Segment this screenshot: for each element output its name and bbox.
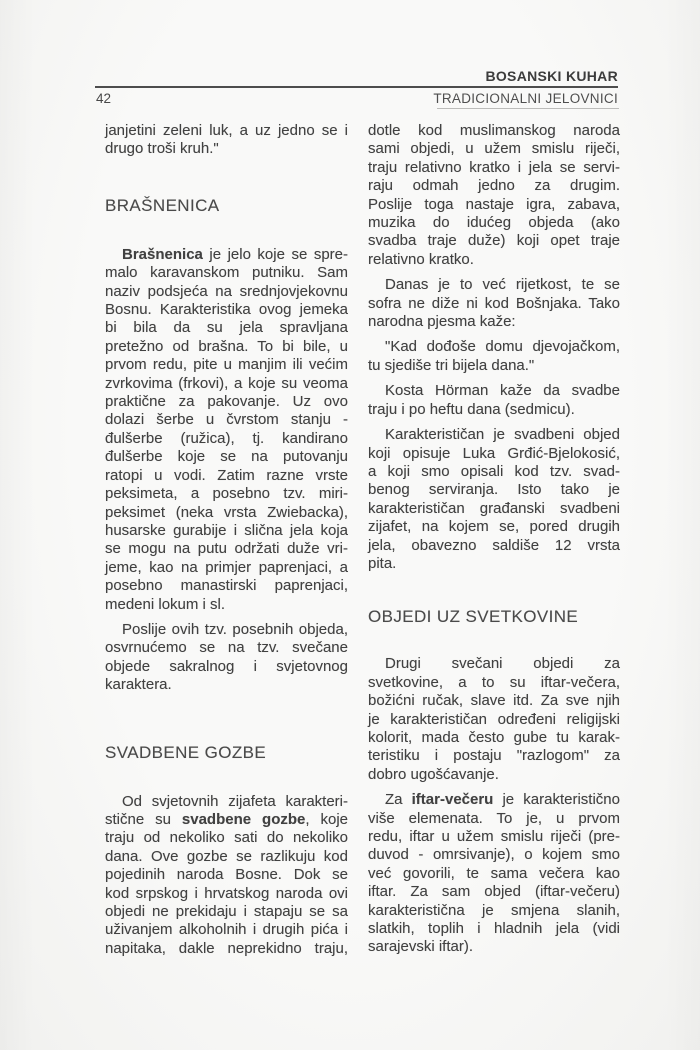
text-span: karakterističan građanski svadbeni (368, 499, 620, 517)
text-span: redu, iftar u užem smislu riječi (pre- (368, 828, 620, 845)
text-line (368, 810, 620, 828)
text-line (368, 232, 620, 250)
text-line (105, 658, 348, 676)
text-span: iftar. Za sam objed (iftar-večeru) (368, 883, 620, 901)
text-span: peksimeta, a posebno tzv. miri- (105, 485, 348, 503)
text-line (368, 846, 620, 864)
text-line (105, 885, 348, 903)
section-heading: BRAŠNENICA (105, 195, 220, 215)
subtitle-rule (437, 108, 619, 109)
text-line (368, 426, 620, 444)
text-span: naziv podsjeća na srednjovjekovnu (105, 282, 348, 300)
text-span: peksimet (neka vrsta Zwiebacka), (105, 503, 348, 521)
text-line (105, 301, 348, 319)
text-line (105, 430, 348, 448)
text-span: zvrkovima (frkovi), a koje su veoma (105, 374, 348, 392)
text-span: božićni ručak, slave itd. Za sve njih (368, 692, 620, 710)
text-span: jeme, kao na primjer paprenjaci, a (105, 558, 348, 576)
text-span: svadba traje duže) koji opet traje (368, 232, 620, 250)
text-line (368, 902, 620, 920)
text-line (105, 264, 348, 282)
text-line (105, 921, 348, 939)
text-line (368, 177, 620, 195)
text-line (368, 481, 620, 499)
text-line (105, 246, 348, 264)
text-line (368, 655, 620, 673)
text-line (105, 338, 348, 356)
text-span: karaktera. (105, 676, 172, 694)
text-line (368, 140, 620, 158)
text-span: Poslije toga nastaje igra, zabava, (368, 195, 620, 213)
text-span: janjetini zeleni luk, a uz jedno se i (105, 122, 348, 139)
text-span: Od svjetovnih zijafeta karakteri- (122, 792, 348, 810)
text-span: dolazi šerbe u čvrstom stanju - (105, 411, 348, 429)
text-line (105, 140, 348, 158)
paragraph (368, 655, 620, 784)
paragraph (368, 426, 620, 573)
text-line (105, 522, 348, 540)
text-span: malo karavanskom putniku. Sam (105, 264, 348, 282)
text-line (368, 938, 620, 956)
header-rule (95, 86, 618, 88)
text-line (105, 811, 348, 829)
text-span: svetkovine, a to su iftar-večera, (368, 673, 620, 691)
text-span: sami objedi, u užem smislu riječi, (368, 140, 620, 158)
text-span: a koji smo opisali kod tzv. svad- (368, 462, 620, 480)
text-span: dana. Ove gozbe se razlikuju kod (105, 847, 348, 865)
text-span: napitaka, dakle neprekidno traju, (105, 939, 348, 957)
text-line (105, 467, 348, 485)
text-span: muzika do idućeg objeda (ako (368, 214, 620, 232)
text-span: Karakterističan je svadbeni objed (385, 426, 620, 444)
text-line (105, 485, 348, 503)
left-column (105, 122, 348, 958)
text-line (368, 313, 620, 331)
text-span: narodna pjesma kaže: (368, 313, 516, 331)
text-line (368, 214, 620, 232)
text-line (368, 729, 620, 747)
text-line (368, 747, 620, 765)
text-span: kod srpskog i hrvatskog naroda ovi (105, 884, 348, 902)
text-line (105, 639, 348, 657)
text-span: raju odmah jedno za drugim. (368, 177, 620, 195)
text-span: Kosta Hörman kaže da svadbe (385, 382, 620, 400)
text-span: teristiku i postaju "razlogom" za (368, 747, 620, 765)
bold-term: Brašnenica (122, 245, 203, 263)
section-heading: SVADBENE GOZBE (105, 742, 267, 762)
text-line (368, 883, 620, 901)
text-line (105, 375, 348, 393)
text-line (368, 711, 620, 729)
paragraph (105, 621, 348, 695)
text-span: dobro ugošćavanje. (368, 765, 499, 783)
text-line (105, 559, 348, 577)
section-heading: OBJEDI UZ SVETKOVINE (368, 607, 579, 627)
text-line (105, 577, 348, 595)
text-span: traju od nekoliko sati do nekoliko (105, 829, 348, 847)
text-line (105, 848, 348, 866)
paragraph (368, 791, 620, 957)
text-line (368, 401, 620, 419)
text-span: više elemenata. To je, u prvom (368, 809, 620, 827)
text-line (368, 674, 620, 692)
text-line (368, 295, 620, 313)
text-line (105, 411, 348, 429)
right-column (368, 122, 620, 957)
text-span: praktične za pakovanje. Uz ovo (105, 393, 348, 411)
text-span: Bosnu. Karakteristika ovog jemeka (105, 301, 348, 319)
text-line (368, 791, 620, 809)
text-line (368, 276, 620, 294)
text-line (105, 448, 348, 466)
text-span: koji opisuje Luka Grđić-Bjelokosić, (368, 444, 620, 462)
text-span: medeni lokum i sl. (105, 595, 226, 613)
text-span: jela, obavezno saldiše 12 vrsta (368, 536, 620, 554)
text-span: karakteristična je smjena slanih, (368, 901, 620, 919)
text-line (105, 596, 348, 614)
paragraph (105, 793, 348, 959)
verse-quote (368, 338, 620, 375)
text-span: Za (385, 791, 412, 809)
text-line (105, 621, 348, 639)
text-line (368, 518, 620, 536)
text-line (368, 338, 620, 356)
text-line (368, 196, 620, 214)
text-span: slatkih, toplih i hladnih jela (vidi (368, 920, 620, 938)
text-span: je jelo koje se spre- (202, 245, 348, 263)
text-span: ratopi u vodi. Zatim razne vrste (105, 466, 348, 484)
book-title: BOSANSKI KUHAR (485, 68, 618, 84)
text-span: relativno kratko. (368, 250, 474, 268)
paragraph (105, 122, 348, 159)
text-line (368, 382, 620, 400)
text-line (368, 537, 620, 555)
text-line (105, 676, 348, 694)
text-line (105, 393, 348, 411)
text-line (105, 866, 348, 884)
text-line (368, 500, 620, 518)
text-line (105, 356, 348, 374)
text-span: drugo troši kruh." (105, 140, 219, 158)
text-span: objede sakralnog i svjetovnog (105, 657, 348, 675)
text-span: benog serviranja. Isto tako je (368, 481, 620, 499)
text-span: bi bila da su jela spravljana (105, 319, 348, 337)
text-line (105, 829, 348, 847)
text-span: pojedinih naroda Bosne. Dok se (105, 866, 348, 884)
text-span: traju i po heftu dana (sedmicu). (368, 400, 575, 418)
text-span: dotle kod muslimanskog naroda (368, 122, 620, 139)
text-span: tu sjediše tri bijela dana." (368, 356, 535, 374)
text-span: husarske gurabije i slična jela koja (105, 521, 348, 539)
text-span: đulšerbe koje se na putovanju (105, 448, 348, 466)
text-span: duvod - omrsivanje), o kojem smo (368, 846, 620, 864)
text-line (368, 357, 620, 375)
text-line (368, 445, 620, 463)
text-line (368, 251, 620, 269)
bold-term: iftar-večeru (411, 791, 494, 809)
paragraph (368, 122, 620, 269)
page-number: 42 (96, 91, 112, 106)
text-line (105, 319, 348, 337)
text-span: je karakterističan određeni religijski (368, 710, 620, 728)
text-span: Drugi svečani objedi za (385, 655, 620, 673)
text-span: sofra ne diže ni kod Bošnjaka. Tako (368, 294, 620, 312)
text-span: uživanjem alkoholnih i drugih pića i (105, 921, 348, 939)
text-line (368, 920, 620, 938)
text-line (368, 122, 620, 140)
text-line (105, 122, 348, 140)
text-span: već govorili, te sama večera kao (368, 864, 620, 882)
text-span: je karakteristično (493, 791, 620, 809)
text-line (368, 159, 620, 177)
book-subtitle: TRADICIONALNI JELOVNICI (433, 91, 618, 106)
text-line (368, 555, 620, 573)
text-line (105, 283, 348, 301)
text-line (105, 540, 348, 558)
text-span: zijafet, na kojem se, pored drugih (368, 518, 620, 536)
bold-term: svadbene gozbe (181, 810, 306, 828)
text-span: sarajevski iftar). (368, 938, 474, 956)
text-span: posebno manastirski paprenjaci, (105, 577, 348, 595)
text-span: stične su (105, 810, 182, 828)
paragraph (105, 246, 348, 614)
text-span: Poslije ovih tzv. posebnih objeda, (122, 620, 348, 638)
text-span: traju relativno kratko i jela se servi- (368, 158, 620, 176)
paragraph (368, 382, 620, 419)
text-line (105, 504, 348, 522)
text-span: "Kad dođoše domu djevojačkom, (385, 338, 620, 356)
text-line (368, 692, 620, 710)
text-line (105, 903, 348, 921)
text-line (105, 940, 348, 958)
text-span: Danas je to već rijetkost, te se (385, 276, 620, 294)
text-span: prvom redu, pite u manjim ili većim (105, 356, 348, 374)
text-span: đulšerbe (ružica), tj. kandirano (105, 429, 348, 447)
text-line (368, 463, 620, 481)
text-span: se mogu na putu održati duže vri- (105, 540, 348, 558)
text-line (368, 766, 620, 784)
text-line (368, 865, 620, 883)
text-line (105, 793, 348, 811)
text-span: pretežno od brašna. To bi bile, u (105, 337, 348, 355)
text-line (368, 828, 620, 846)
paragraph (368, 276, 620, 331)
text-span: osvrnućemo se na tzv. svečane (105, 639, 348, 657)
text-span: kolorit, mada često gube tu karak- (368, 728, 620, 746)
text-span: , koje (305, 810, 348, 828)
text-span: pita. (368, 554, 397, 572)
text-span: objedi ne prekidaju i stapaju se sa (105, 903, 348, 920)
